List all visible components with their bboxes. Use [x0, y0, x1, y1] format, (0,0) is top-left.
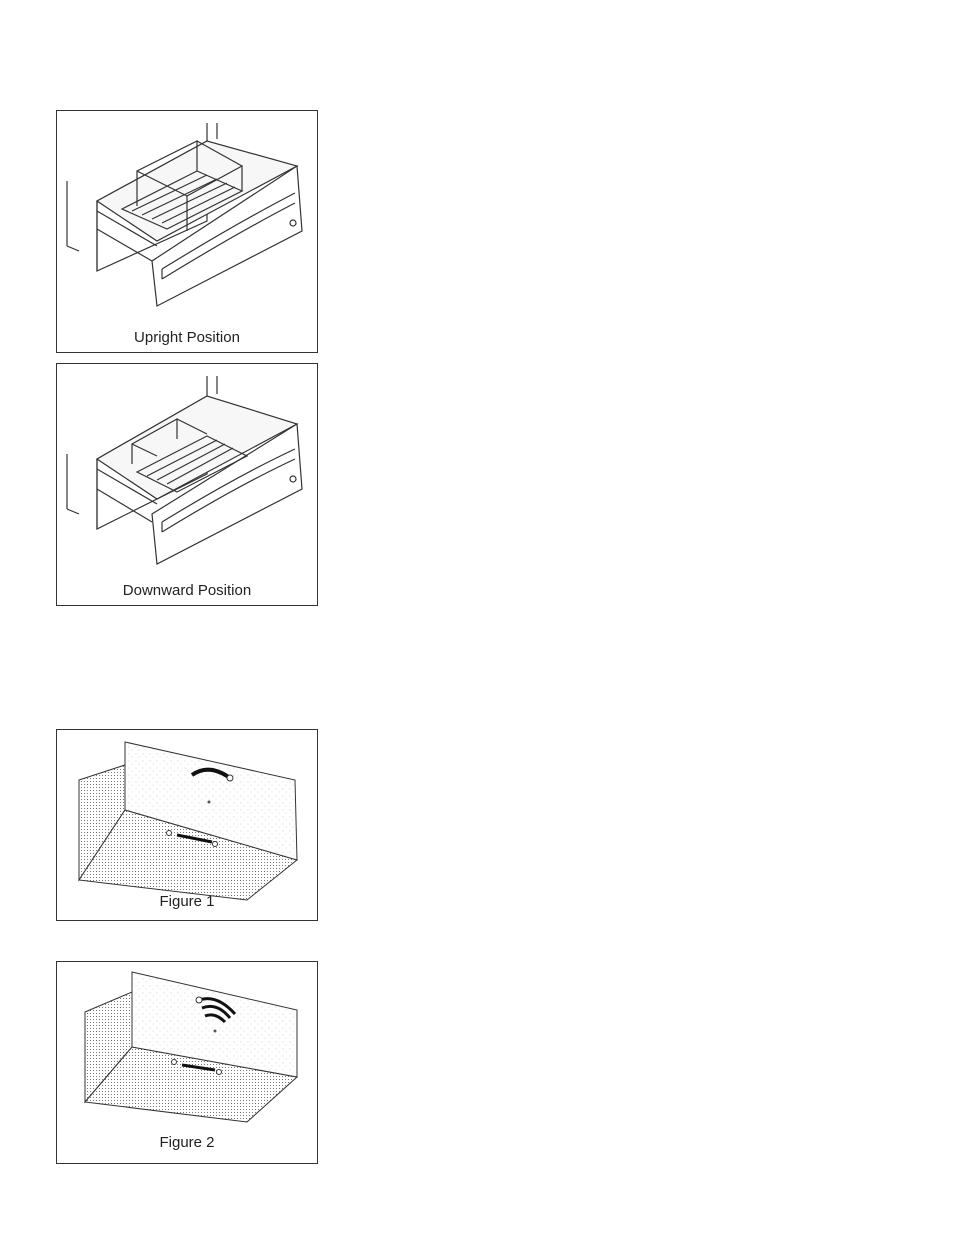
figure-caption: Downward Position [122, 582, 252, 599]
figure-caption: Upright Position [134, 329, 240, 346]
drawer-upright-illustration [57, 111, 319, 354]
figure-caption: Figure 1 [159, 893, 215, 910]
figure-upright-position [56, 110, 318, 353]
figure-caption: Figure 2 [159, 1134, 215, 1151]
figure-2 [56, 961, 318, 1164]
figure-1 [56, 729, 318, 921]
figure-downward-position [56, 363, 318, 606]
drawer-downward-illustration [57, 364, 319, 607]
